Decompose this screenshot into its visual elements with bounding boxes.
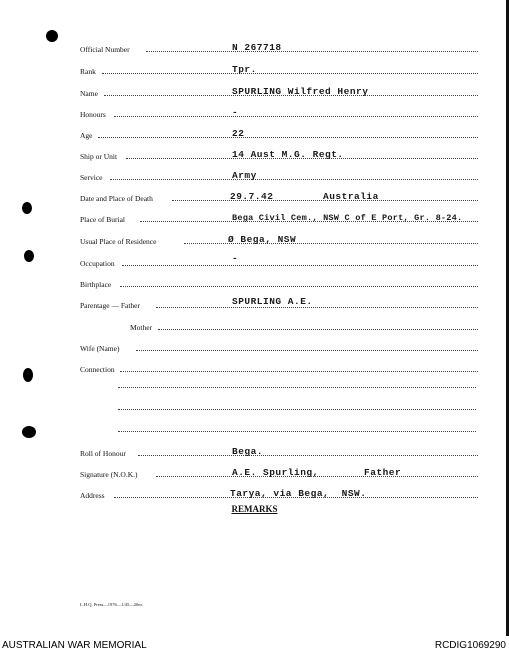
field-value: A.E. Spurling, bbox=[232, 467, 319, 478]
field-roll-of-honour bbox=[80, 442, 478, 458]
field-value: - bbox=[232, 253, 239, 264]
punch-hole bbox=[23, 368, 33, 382]
field-mother bbox=[80, 316, 478, 332]
field-label: Address bbox=[80, 491, 105, 500]
field-value: 29.7.42 Australia bbox=[230, 191, 379, 202]
field-address bbox=[80, 484, 478, 500]
field-label: Official Number bbox=[80, 45, 130, 54]
field-label: Birthplace bbox=[80, 280, 112, 289]
field-date-place-death bbox=[80, 187, 478, 203]
field-ship-or-unit bbox=[80, 145, 478, 161]
archive-name: AUSTRALIAN WAR MEMORIAL bbox=[2, 640, 147, 651]
field-age bbox=[80, 124, 478, 140]
punch-hole bbox=[22, 202, 32, 214]
field-label: Usual Place of Residence bbox=[80, 237, 157, 246]
field-label: Signature (N.O.K.) bbox=[80, 470, 138, 479]
record-id: RCDIG1069290 bbox=[434, 640, 506, 651]
field-label: Mother bbox=[130, 323, 153, 332]
field-label: Date and Place of Death bbox=[80, 194, 153, 203]
field-label: Honours bbox=[80, 110, 106, 119]
field-name bbox=[80, 82, 478, 98]
field-honours bbox=[80, 103, 478, 119]
field-rank bbox=[80, 60, 478, 76]
field-connection bbox=[80, 358, 478, 374]
field-place-of-burial bbox=[80, 208, 478, 224]
field-value: - bbox=[232, 107, 239, 118]
field-label: Roll of Honour bbox=[80, 449, 126, 458]
field-value: Army bbox=[232, 170, 257, 181]
form-reference: L.H.Q. Press—1976—1/45—20m. bbox=[80, 602, 143, 607]
remarks-heading: REMARKS bbox=[231, 504, 278, 514]
field-service bbox=[80, 166, 478, 182]
field-value: Bega Civil Cem., NSW C of E Port, Gr. 8-24. bbox=[232, 213, 463, 223]
punch-hole bbox=[22, 426, 36, 438]
field-label: Occupation bbox=[80, 259, 115, 268]
archive-footer bbox=[0, 636, 509, 654]
field-value: Bega. bbox=[232, 446, 264, 457]
field-signature bbox=[80, 463, 478, 479]
field-label: Name bbox=[80, 89, 98, 98]
field-label: Connection bbox=[80, 365, 115, 374]
field-value: 14 Aust M.G. Regt. bbox=[232, 149, 344, 160]
field-label: Age bbox=[80, 131, 93, 140]
field-value: Tpr. bbox=[232, 64, 257, 75]
field-value: Ø Bega, NSW bbox=[228, 234, 297, 245]
field-label: Ship or Unit bbox=[80, 152, 118, 161]
field-value: SPURLING Wilfred Henry bbox=[232, 86, 369, 97]
field-label: Service bbox=[80, 173, 103, 182]
field-occupation bbox=[80, 252, 478, 268]
field-label: Parentage — Father bbox=[80, 301, 140, 310]
field-label: Wife (Name) bbox=[80, 344, 120, 353]
field-usual-residence bbox=[80, 230, 478, 246]
field-birthplace bbox=[80, 273, 478, 289]
connection-line bbox=[118, 387, 476, 388]
field-official-number bbox=[80, 38, 478, 54]
field-value: N 267718 bbox=[232, 42, 282, 53]
field-label: Rank bbox=[80, 67, 96, 76]
punch-hole bbox=[46, 30, 58, 42]
field-value: Tarya, via Bega, NSW. bbox=[230, 488, 367, 499]
signature-relation: Father bbox=[364, 467, 402, 478]
field-label: Place of Burial bbox=[80, 215, 125, 224]
connection-line bbox=[118, 409, 476, 410]
field-wife bbox=[80, 337, 478, 353]
field-value: 22 bbox=[232, 128, 245, 139]
field-value: SPURLING A.E. bbox=[232, 296, 313, 307]
field-father bbox=[80, 294, 478, 310]
punch-hole bbox=[24, 250, 34, 262]
connection-line bbox=[118, 431, 476, 432]
